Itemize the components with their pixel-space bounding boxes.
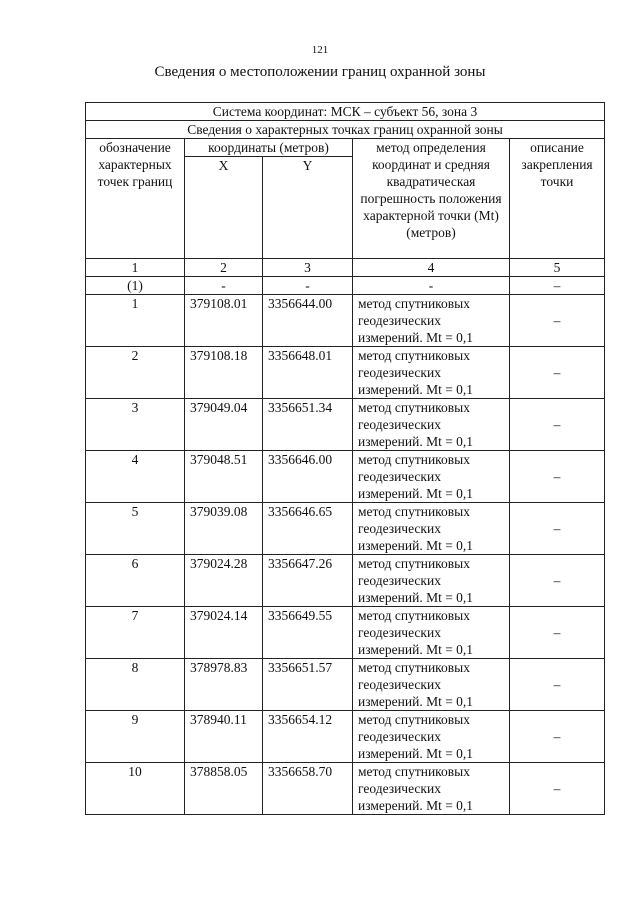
table-row: [86, 763, 605, 815]
y-coordinate-cell: 3356644.00: [263, 295, 353, 347]
placeholder-cell: -: [353, 277, 510, 295]
header-description: описание закрепления точки: [510, 139, 605, 259]
document-title: Сведения о местоположении границ охранной зоны: [154, 64, 486, 80]
placeholder-cell: -: [185, 277, 263, 295]
header-coordinates: координаты (метров): [185, 139, 353, 157]
x-coordinate-cell: 379024.28: [185, 555, 263, 607]
y-coordinate-cell: 3356654.12: [263, 711, 353, 763]
method-cell: метод спутниковых геодезических измерений. Mt = 0,1: [353, 399, 510, 451]
header-y: Y: [263, 157, 353, 259]
method-cell: метод спутниковых геодезических измерений. Mt = 0,1: [353, 659, 510, 711]
description-cell: –: [510, 451, 605, 503]
x-coordinate-cell: 379024.14: [185, 607, 263, 659]
method-cell: метод спутниковых геодезических измерений. Mt = 0,1: [353, 503, 510, 555]
method-cell: метод спутниковых геодезических измерений. Mt = 0,1: [353, 607, 510, 659]
point-number-cell: 9: [86, 711, 185, 763]
table-row: [86, 503, 605, 555]
point-number-cell: 8: [86, 659, 185, 711]
x-coordinate-cell: 379048.51: [185, 451, 263, 503]
description-cell: –: [510, 295, 605, 347]
description-cell: –: [510, 659, 605, 711]
table-row: [86, 711, 605, 763]
section-title-row: Сведения о характерных точках границ охранной зоны: [86, 121, 605, 139]
description-cell: –: [510, 607, 605, 659]
header-method: метод определения координат и средняя квадратическая погрешность положения характерной точки (Mt) (метров): [353, 139, 510, 259]
table-row: [86, 659, 605, 711]
description-cell: –: [510, 711, 605, 763]
page-number: 121: [311, 44, 329, 56]
table-row: [86, 399, 605, 451]
method-cell: метод спутниковых геодезических измерений. Mt = 0,1: [353, 763, 510, 815]
y-coordinate-cell: 3356647.26: [263, 555, 353, 607]
x-coordinate-cell: 378858.05: [185, 763, 263, 815]
y-coordinate-cell: 3356651.34: [263, 399, 353, 451]
method-cell: метод спутниковых геодезических измерений. Mt = 0,1: [353, 347, 510, 399]
placeholder-cell: (1): [86, 277, 185, 295]
y-coordinate-cell: 3356646.00: [263, 451, 353, 503]
column-number: 4: [353, 259, 510, 277]
table-row: [86, 295, 605, 347]
column-number: 1: [86, 259, 185, 277]
column-number: 3: [263, 259, 353, 277]
column-number: 5: [510, 259, 605, 277]
header-x: X: [185, 157, 263, 259]
table-row: [86, 555, 605, 607]
point-number-cell: 7: [86, 607, 185, 659]
point-number-cell: 3: [86, 399, 185, 451]
y-coordinate-cell: 3356649.55: [263, 607, 353, 659]
description-cell: –: [510, 555, 605, 607]
point-number-cell: 10: [86, 763, 185, 815]
method-cell: метод спутниковых геодезических измерений. Mt = 0,1: [353, 295, 510, 347]
x-coordinate-cell: 379049.04: [185, 399, 263, 451]
x-coordinate-cell: 379108.01: [185, 295, 263, 347]
x-coordinate-cell: 378978.83: [185, 659, 263, 711]
boundary-points-table: [85, 102, 605, 815]
placeholder-row: [86, 277, 605, 295]
table-row: [86, 451, 605, 503]
description-cell: –: [510, 763, 605, 815]
y-coordinate-cell: 3356658.70: [263, 763, 353, 815]
placeholder-cell: –: [510, 277, 605, 295]
method-cell: метод спутниковых геодезических измерений. Mt = 0,1: [353, 451, 510, 503]
column-numbers-row: [86, 259, 605, 277]
coordinate-system-row: Система координат: МСК – субъект 56, зона 3: [86, 103, 605, 121]
y-coordinate-cell: 3356646.65: [263, 503, 353, 555]
description-cell: –: [510, 347, 605, 399]
y-coordinate-cell: 3356651.57: [263, 659, 353, 711]
description-cell: –: [510, 399, 605, 451]
column-number: 2: [185, 259, 263, 277]
header-designation: обозначение характерных точек границ: [86, 139, 185, 259]
point-number-cell: 4: [86, 451, 185, 503]
table-row: [86, 607, 605, 659]
placeholder-cell: -: [263, 277, 353, 295]
method-cell: метод спутниковых геодезических измерений. Mt = 0,1: [353, 711, 510, 763]
point-number-cell: 1: [86, 295, 185, 347]
point-number-cell: 2: [86, 347, 185, 399]
description-cell: –: [510, 503, 605, 555]
x-coordinate-cell: 378940.11: [185, 711, 263, 763]
table-row: [86, 347, 605, 399]
point-number-cell: 5: [86, 503, 185, 555]
x-coordinate-cell: 379108.18: [185, 347, 263, 399]
y-coordinate-cell: 3356648.01: [263, 347, 353, 399]
point-number-cell: 6: [86, 555, 185, 607]
x-coordinate-cell: 379039.08: [185, 503, 263, 555]
method-cell: метод спутниковых геодезических измерений. Mt = 0,1: [353, 555, 510, 607]
